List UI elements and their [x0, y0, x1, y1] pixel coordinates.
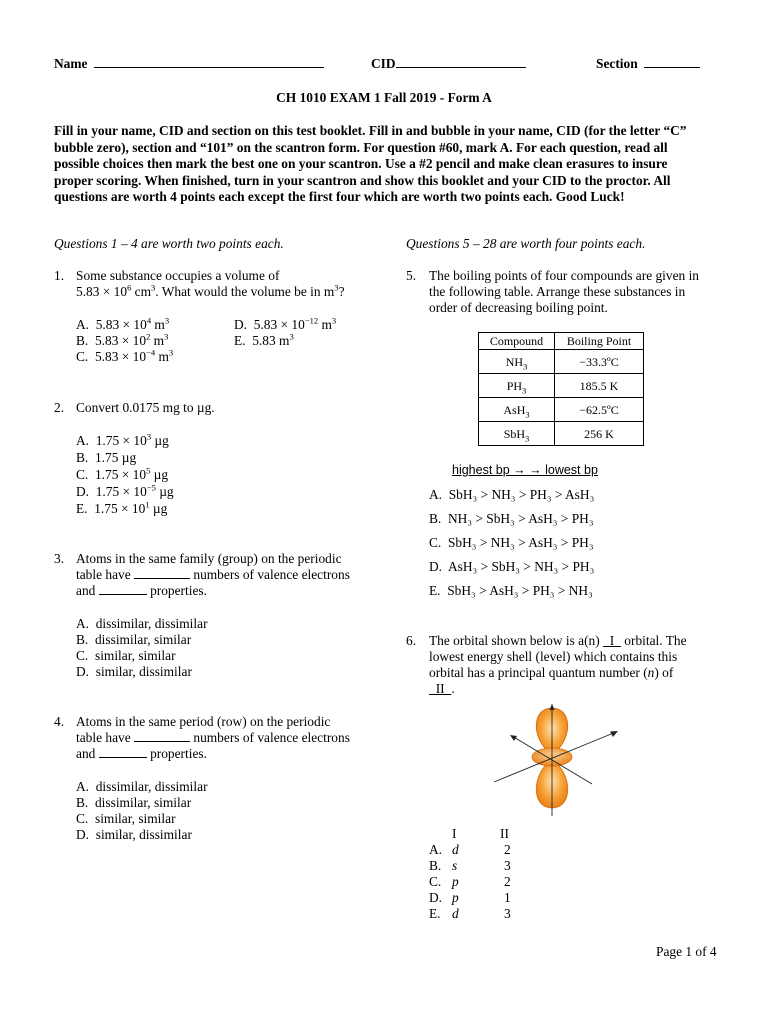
- option-orbital: d: [452, 906, 459, 921]
- q1-text: ?: [338, 284, 345, 299]
- option-letter: E.: [429, 906, 441, 921]
- option-value: 5.83 × 10: [95, 317, 147, 332]
- option-text: similar, dissimilar: [95, 664, 192, 679]
- option-n: 2: [504, 874, 511, 889]
- option-letter: B.: [76, 333, 89, 348]
- answer-option-b[interactable]: [76, 450, 136, 466]
- option-exp: 3: [146, 431, 152, 442]
- question-text: [76, 730, 350, 746]
- q6-text: The orbital shown below is a(n): [429, 633, 600, 648]
- question-text: Atoms in the same family (group) on the periodic: [76, 551, 342, 566]
- option-letter: A.: [76, 616, 90, 631]
- answer-option-e[interactable]: [76, 501, 167, 517]
- option-exp: −12: [304, 315, 319, 326]
- answer-option-d[interactable]: [76, 827, 192, 843]
- section-blank[interactable]: [644, 56, 700, 68]
- option-letter: D.: [76, 484, 90, 499]
- answer-option-a[interactable]: [429, 487, 594, 503]
- option-letter: B.: [429, 858, 442, 873]
- option-text: similar, similar: [94, 811, 176, 826]
- d-orbital-figure: [484, 704, 624, 816]
- option-unit: m: [155, 349, 169, 364]
- q4-text: table have: [76, 730, 131, 745]
- question-number: 5.: [406, 268, 417, 283]
- bp-cell: −62.5ºC: [555, 398, 644, 422]
- q1-exp: 6: [127, 282, 132, 293]
- option-value: 1.75: [94, 450, 119, 465]
- option-exp: −5: [146, 482, 156, 493]
- option-letter: A.: [76, 317, 90, 332]
- option-letter: B.: [76, 450, 89, 465]
- blank-1[interactable]: [134, 567, 190, 579]
- name-label: Name: [54, 56, 88, 71]
- question-text: lowest energy shell (level) which contains this: [429, 649, 678, 664]
- boiling-point-table: [478, 332, 644, 446]
- table-row: [479, 374, 644, 398]
- instruction-line: possible choices then mark the best one on your scantron. Use a #2 pencil and make clean erasures to insure: [54, 156, 668, 171]
- answer-option-e[interactable]: [234, 333, 294, 349]
- question-number: 4.: [54, 714, 65, 729]
- table-row: [479, 398, 644, 422]
- option-letter: A.: [76, 779, 90, 794]
- answer-option-b[interactable]: [76, 632, 191, 648]
- question-text: II .: [429, 681, 455, 697]
- question-text: [76, 746, 207, 762]
- question-text: Some substance occupies a volume of: [76, 268, 280, 283]
- question-text: [76, 567, 350, 583]
- option-unit: µg: [151, 433, 169, 448]
- question-text: Atoms in the same period (row) on the periodic: [76, 714, 331, 729]
- answer-option-c[interactable]: [76, 648, 176, 664]
- option-text: NH₃ > SbH₃ > AsH₃ > PH₃: [447, 511, 594, 526]
- subscript: 3: [522, 385, 527, 396]
- table-row: [479, 350, 644, 374]
- option-letter: D.: [234, 317, 248, 332]
- q4-text: properties.: [150, 746, 207, 761]
- compound-cell: [479, 398, 555, 422]
- option-unit: µg: [150, 467, 169, 482]
- q1-value: 5.83 × 10: [76, 284, 128, 299]
- instruction-line: questions are worth 4 points each except the first four which are worth two points each. Good Luck!: [54, 189, 625, 204]
- blank-label: I: [609, 633, 615, 648]
- option-unit: µg: [149, 501, 168, 516]
- q6-text: ) of: [654, 665, 674, 680]
- blank-i[interactable]: [603, 633, 621, 648]
- compound: NH: [505, 354, 524, 369]
- option-letter: E.: [429, 583, 441, 598]
- option-letter: D.: [76, 664, 90, 679]
- q4-text: and: [76, 746, 96, 761]
- compound: AsH: [503, 402, 526, 417]
- option-letter: E.: [76, 501, 88, 516]
- bp-cell: −33.3ºC: [555, 350, 644, 374]
- q1-unit-exp: 3: [151, 282, 156, 293]
- compound: PH: [506, 378, 523, 393]
- option-letter: C.: [76, 467, 89, 482]
- answer-option-d[interactable]: [76, 484, 174, 500]
- right-section-heading: Questions 5 – 28 are worth four points each.: [406, 236, 646, 251]
- option-text: similar, dissimilar: [95, 827, 192, 842]
- cid-blank[interactable]: [396, 56, 526, 68]
- question-text: [76, 583, 207, 599]
- option-orbital: d: [452, 842, 459, 857]
- left-section-heading: Questions 1 – 4 are worth two points each.: [54, 236, 284, 251]
- question-text: order of decreasing boiling point.: [429, 300, 608, 315]
- page-number: Page 1 of 4: [656, 944, 717, 959]
- option-value: 5.83 × 10: [94, 349, 147, 364]
- answer-option-a[interactable]: [76, 317, 169, 333]
- instruction-line: Fill in your name, CID and section on this test booklet. Fill in and bubble in your name, CID (for the letter “C”: [54, 123, 687, 138]
- option-letter: B.: [429, 511, 442, 526]
- bp-cell: 256 K: [555, 422, 644, 446]
- subscript: 3: [523, 361, 528, 372]
- option-n: 1: [504, 890, 511, 905]
- option-n: 3: [504, 858, 511, 873]
- answer-option-c[interactable]: [76, 811, 176, 827]
- option-value: 1.75 × 10: [94, 501, 146, 516]
- option-unit-exp: 3: [164, 331, 169, 342]
- q6-text: orbital. The: [624, 633, 687, 648]
- compound: SbH: [503, 426, 526, 441]
- option-text: dissimilar, similar: [94, 795, 192, 810]
- answer-option-c[interactable]: [429, 535, 593, 551]
- question-text: [76, 284, 345, 300]
- option-text: SbH₃ > NH₃ > AsH₃ > PH₃: [447, 535, 594, 550]
- q3-text: numbers of valence electrons: [193, 567, 350, 582]
- q3-text: and: [76, 583, 96, 598]
- option-text: dissimilar, dissimilar: [95, 616, 208, 631]
- option-unit-exp: 3: [168, 347, 174, 358]
- column-header-ii: II: [500, 826, 509, 841]
- blank-2[interactable]: [99, 583, 147, 595]
- question-number: 6.: [406, 633, 417, 648]
- instruction-line: proper scoring. When finished, turn in your scantron and show this booklet and your CID to the proctor. All: [54, 172, 671, 188]
- option-n: 2: [504, 842, 511, 857]
- instruction-line: bubble zero), section and “101” on the scantron form. For question #60, mark A. For each question, read all: [54, 139, 668, 155]
- blank-1[interactable]: [134, 730, 190, 742]
- option-letter: C.: [76, 349, 89, 364]
- option-letter: A.: [76, 433, 90, 448]
- option-orbital: p: [452, 874, 459, 889]
- answer-option-d[interactable]: [234, 317, 336, 333]
- question-number: 1.: [54, 268, 65, 283]
- bp-cell: 185.5 K: [555, 374, 644, 398]
- blank-2[interactable]: [99, 746, 147, 758]
- q4-text: numbers of valence electrons: [193, 730, 350, 745]
- option-n: 3: [504, 906, 511, 921]
- option-text: AsH₃ > SbH₃ > NH₃ > PH₃: [448, 559, 595, 574]
- option-value: 5.83 × 10: [253, 317, 305, 332]
- question-number: 3.: [54, 551, 65, 566]
- cid-label: CID: [371, 56, 396, 71]
- question-text: [429, 633, 687, 649]
- option-value: 5.83 × 10: [94, 333, 147, 348]
- option-exp: 1: [145, 499, 150, 510]
- table-header: Compound: [479, 333, 555, 350]
- answer-option-a[interactable]: [76, 616, 208, 632]
- question-text: [429, 665, 673, 681]
- answer-option-d[interactable]: [429, 559, 594, 575]
- answer-option-a[interactable]: [76, 779, 208, 795]
- answer-option-e[interactable]: [429, 583, 593, 599]
- answer-option-b[interactable]: [429, 511, 593, 527]
- compound-cell: [479, 422, 555, 446]
- blank-ii[interactable]: [429, 681, 451, 696]
- compound-cell: [479, 350, 555, 374]
- option-unit: m: [150, 333, 165, 348]
- q6-text: orbital has a principal quantum number (: [429, 665, 648, 680]
- column-header-i: I: [452, 826, 457, 841]
- q1-unit: cm: [131, 284, 152, 299]
- option-unit-exp: 3: [331, 315, 337, 326]
- q1-unit-exp: 3: [334, 282, 339, 293]
- name-blank[interactable]: [94, 56, 324, 68]
- answer-option-a[interactable]: [76, 433, 169, 449]
- option-unit: µg: [155, 484, 174, 499]
- question-number: 2.: [54, 400, 65, 415]
- option-value: 5.83: [252, 333, 276, 348]
- answer-option-c[interactable]: [76, 349, 173, 365]
- answer-option-d[interactable]: [76, 664, 192, 680]
- option-unit-exp: 3: [289, 331, 294, 342]
- subscript: 3: [525, 433, 530, 444]
- question-text: The boiling points of four compounds are given in: [429, 268, 699, 283]
- name-field[interactable]: [54, 56, 324, 72]
- q1-text: . What would the volume be in m: [155, 284, 335, 299]
- option-letter: D.: [429, 559, 443, 574]
- option-orbital: p: [452, 890, 459, 905]
- option-letter: B.: [76, 795, 89, 810]
- option-letter: C.: [429, 874, 442, 889]
- option-orbital: s: [452, 858, 458, 873]
- option-text: dissimilar, similar: [94, 632, 192, 647]
- option-letter: E.: [234, 333, 246, 348]
- option-letter: D.: [76, 827, 90, 842]
- option-text: dissimilar, dissimilar: [95, 779, 208, 794]
- n-symbol: n: [647, 665, 655, 680]
- option-unit: m: [275, 333, 290, 348]
- option-unit-exp: 3: [164, 315, 170, 326]
- exam-title: CH 1010 EXAM 1 Fall 2019 - Form A: [276, 90, 492, 105]
- answer-option-b[interactable]: [76, 795, 191, 811]
- question-text: Convert 0.0175 mg to µg.: [76, 400, 215, 415]
- option-unit: m: [318, 317, 332, 332]
- option-letter: D.: [429, 890, 443, 905]
- table-header: Boiling Point: [555, 333, 644, 350]
- q3-text: table have: [76, 567, 131, 582]
- option-value: 1.75 × 10: [95, 433, 147, 448]
- option-exp: −4: [146, 347, 156, 358]
- subscript: 3: [525, 409, 530, 420]
- instructions: [54, 123, 734, 206]
- option-exp: 5: [146, 465, 151, 476]
- option-letter: A.: [429, 842, 443, 857]
- option-text: SbH₃ > NH₃ > PH₃ > AsH₃: [448, 487, 595, 502]
- section-field[interactable]: [596, 56, 700, 72]
- option-letter: C.: [429, 535, 442, 550]
- blank-label: II: [435, 681, 445, 696]
- option-letter: A.: [429, 487, 443, 502]
- question-text: the following table. Arrange these substances in: [429, 284, 686, 299]
- table-row: [479, 422, 644, 446]
- order-label: highest bp → → lowest bp: [452, 463, 598, 477]
- option-unit: m: [151, 317, 165, 332]
- option-unit: µg: [118, 450, 137, 465]
- option-exp: 4: [146, 315, 152, 326]
- option-value: 1.75 × 10: [94, 467, 147, 482]
- option-text: SbH₃ > AsH₃ > PH₃ > NH₃: [447, 583, 593, 598]
- option-letter: C.: [76, 648, 89, 663]
- q3-text: properties.: [150, 583, 207, 598]
- option-text: similar, similar: [94, 648, 176, 663]
- cid-field[interactable]: [371, 56, 526, 72]
- option-letter: C.: [76, 811, 89, 826]
- section-label: Section: [596, 56, 638, 71]
- option-exp: 2: [146, 331, 151, 342]
- answer-option-c[interactable]: [76, 467, 168, 483]
- option-value: 1.75 × 10: [95, 484, 147, 499]
- compound-cell: [479, 374, 555, 398]
- option-letter: B.: [76, 632, 89, 647]
